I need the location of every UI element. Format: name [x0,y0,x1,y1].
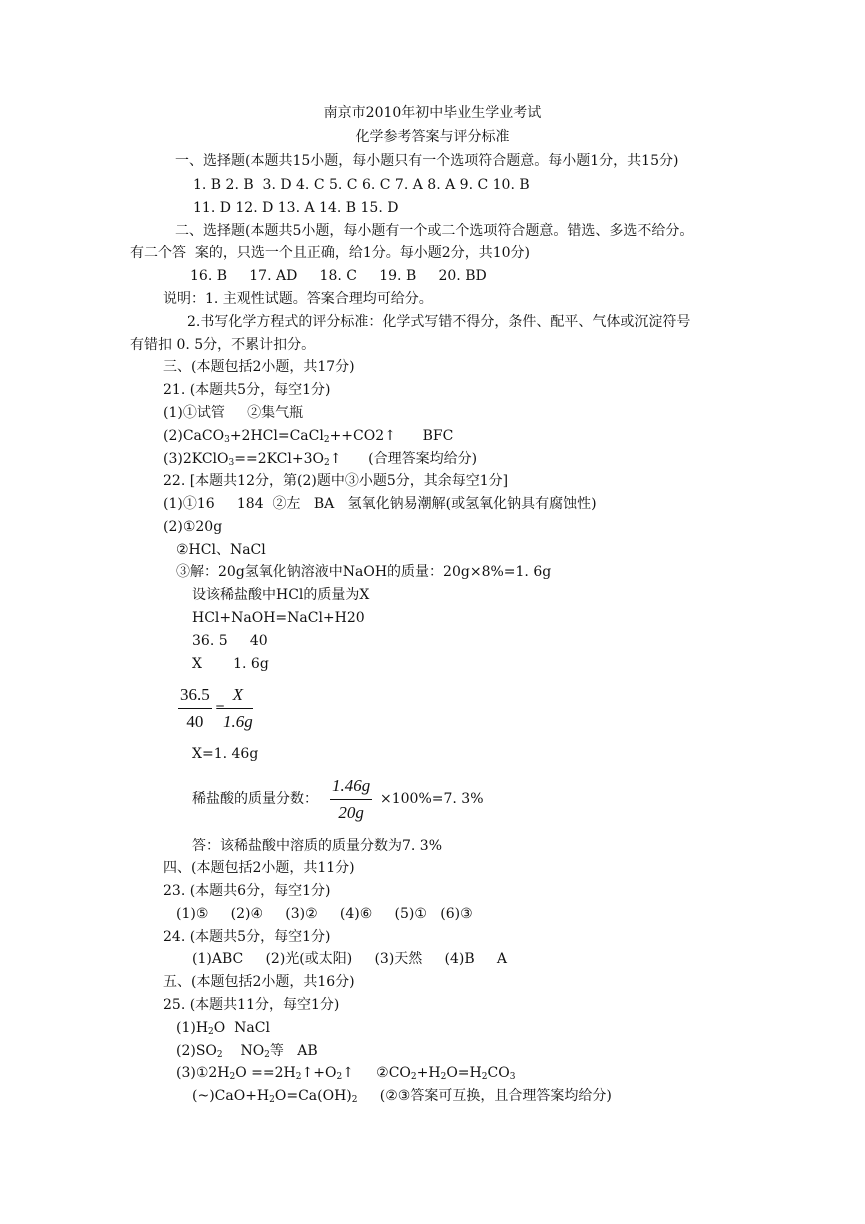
section4-header: 四、(本题包括2小题，共11分) [163,860,355,876]
q25-answer-3: $(3)①2H_2O$ $==2H_2↑+O_2↑$ $②CO_2+H_2O=H_2CO_3$ [176,1065,516,1082]
q25-answer-4: $(\sim)CaO+H_2O=Ca(OH)_2$ (②③答案可互换，且合理答案均给分) [192,1088,612,1105]
q22-answer-2b: ②HCl、NaCl [176,542,266,558]
fraction-left-denominator: 40 [186,712,204,731]
section5-header: 五、(本题包括2小题，共16分) [163,974,355,990]
q22-answer-2: (2)①20g [163,519,223,535]
section1-answers-1: 1. B 2. B 3. D 4. C 5. C 6. C 7. A 8. A 9. C 10. B [193,177,530,193]
q22-mass-fraction-result: ×100%=7. 3% [380,791,484,807]
section3-header: 三、(本题包括2小题，共17分) [163,359,355,375]
q22-header: 22. [本题共12分，第(2)题中③小题5分，其余每空1分] [163,473,509,489]
q23-header: 23. (本题共6分，每空1分) [163,883,331,899]
q22-ratio-unknowns: X 1. 6g [192,656,269,672]
fraction-left-numerator: 36.5 [178,685,212,709]
q22-answer-1: (1)①16 184 ②左 BA 氢氧化钠易潮解(或氢氧化钠具有腐蚀性) [163,496,597,512]
fraction-equals: = [215,700,226,714]
q22-equation: HCl+NaOH=NaCl+H20 [192,610,365,626]
q23-answers: (1)⑤ (2)④ (3)② (4)⑥ (5)① (6)③ [176,906,473,922]
q22-conclusion: 答：该稀盐酸中溶质的质量分数为7. 3% [192,838,443,854]
q21-header: 21. (本题共5分，每空1分) [163,382,331,398]
q22-result-x: X=1. 46g [192,746,259,762]
q21-answer-1: (1)①试管 ②集气瓶 [163,405,304,421]
fraction-right-denominator: 1.6g [223,712,253,731]
q22-mass-fraction-label: 稀盐酸的质量分数： [192,791,318,807]
fraction-left [178,685,212,732]
fraction-right [223,685,253,732]
page-subtitle: 化学参考答案与评分标准 [355,129,510,145]
section2-answers: 16. B 17. AD 18. C 19. B 20. BD [190,268,487,284]
q24-header: 24. (本题共5分，每空1分) [163,929,331,945]
section1-header: 一、选择题(本题共15小题，每小题只有一个选项符合题意。每小题1分，共15分) [175,153,679,169]
note-2b: 有错扣 0. 5分，不累计扣分。 [130,337,316,353]
fraction-mass-numerator: 1.46g [330,776,372,800]
q24-answers: (1)ABC (2)光(或太阳) (3)天然 (4)B A [192,951,508,967]
note-2a: 2.书写化学方程式的评分标准：化学式写错不得分，条件、配平、气体或沉淀符号 [187,314,691,330]
q21-answer-2: (2)CaCO$_3$+2HCl=CaCl$_2$++CO2↑ BFC [163,428,454,445]
fraction-mass-denominator: 20g [338,803,364,822]
q22-ratio-values: 36. 5 40 [192,633,268,649]
q25-answer-2: $(2)SO_2$ $NO_2$等 AB [176,1043,318,1060]
section2-header-1: 二、选择题(本题共5小题，每小题有一个或二个选项符合题意。错选、多选不给分。 [175,223,694,239]
fraction-mass [330,776,372,823]
fraction-right-numerator: X [223,685,253,709]
q21-answer-3: $(3)2KClO_3==2KCl+3O_2↑$ (合理答案均给分) [163,451,478,468]
note-1: 说明：1. 主观性试题。答案合理均可给分。 [163,291,433,307]
q25-header: 25. (本题共11分，每空1分) [163,997,340,1013]
page-title: 南京市2010年初中毕业生学业考试 [323,105,542,121]
section2-header-2: 有二个答 案的，只选一个且正确，给1分。每小题2分，共10分) [130,245,530,261]
q25-answer-1: $(1)H_2O$ NaCl [176,1020,270,1037]
q22-solution-2: 设该稀盐酸中HCl的质量为X [192,587,370,603]
section1-answers-2: 11. D 12. D 13. A 14. B 15. D [193,200,399,216]
q22-solution-1: ③解：20g氢氧化钠溶液中NaOH的质量：20g×8%=1. 6g [176,564,552,580]
